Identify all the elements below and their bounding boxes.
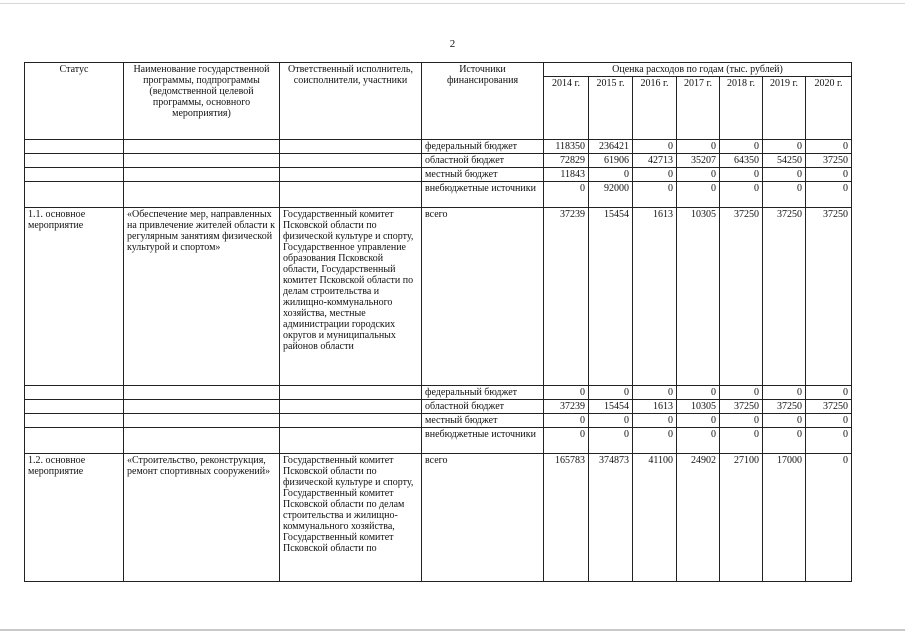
source-cell: областной бюджет [422, 400, 544, 414]
value-cell: 37250 [806, 208, 852, 386]
value-cell: 0 [763, 168, 806, 182]
value-cell: 0 [633, 386, 677, 400]
value-cell: 37250 [806, 400, 852, 414]
value-cell: 42713 [633, 154, 677, 168]
value-cell: 0 [633, 140, 677, 154]
table-row [25, 140, 852, 154]
value-cell: 0 [806, 454, 852, 582]
name-cell [124, 168, 280, 182]
status-cell [25, 140, 124, 154]
header-responsible: Ответственный исполнитель, соисполнители, участники [280, 63, 422, 140]
value-cell: 37250 [806, 154, 852, 168]
value-cell: 0 [677, 168, 720, 182]
source-cell: всего [422, 454, 544, 582]
source-cell: областной бюджет [422, 154, 544, 168]
value-cell: 0 [806, 140, 852, 154]
value-cell: 24902 [677, 454, 720, 582]
header-status: Статус [25, 63, 124, 140]
budget-table [24, 62, 852, 582]
status-cell [25, 414, 124, 428]
source-cell: внебюджетные источники [422, 182, 544, 208]
status-cell: 1.1. основное мероприятие [25, 208, 124, 386]
value-cell: 37239 [544, 208, 589, 386]
table-row [25, 154, 852, 168]
header-estimate: Оценка расходов по годам (тыс. рублей) [544, 63, 852, 77]
value-cell: 0 [589, 428, 633, 454]
source-cell: внебюджетные источники [422, 428, 544, 454]
name-cell [124, 400, 280, 414]
value-cell: 37250 [763, 208, 806, 386]
value-cell: 0 [589, 386, 633, 400]
responsible-cell: Государственный комитет Псковской области по физической культуре и спорту, Государственное управление образования Псковской области, Государственный комитет Псковской области по делам строительства и жилищно-коммунального хозяйства, местные администрации городских округов и муниципальных районов области [280, 208, 422, 386]
value-cell: 0 [677, 140, 720, 154]
value-cell: 0 [720, 182, 763, 208]
responsible-cell [280, 428, 422, 454]
value-cell: 64350 [720, 154, 763, 168]
status-cell [25, 386, 124, 400]
value-cell: 37250 [763, 400, 806, 414]
status-cell [25, 182, 124, 208]
value-cell: 0 [720, 386, 763, 400]
status-cell [25, 428, 124, 454]
responsible-cell [280, 414, 422, 428]
value-cell: 0 [806, 414, 852, 428]
value-cell: 0 [806, 428, 852, 454]
name-cell: «Строительство, реконструкция, ремонт спортивных сооружений» [124, 454, 280, 582]
table-row [25, 168, 852, 182]
header-year: 2019 г. [763, 77, 806, 140]
name-cell [124, 414, 280, 428]
value-cell: 0 [763, 140, 806, 154]
value-cell: 0 [677, 182, 720, 208]
table-row [25, 400, 852, 414]
value-cell: 15454 [589, 400, 633, 414]
header-year: 2018 г. [720, 77, 763, 140]
value-cell: 0 [720, 140, 763, 154]
value-cell: 0 [763, 414, 806, 428]
value-cell: 165783 [544, 454, 589, 582]
source-cell: федеральный бюджет [422, 140, 544, 154]
value-cell: 0 [806, 168, 852, 182]
value-cell: 15454 [589, 208, 633, 386]
value-cell: 0 [720, 414, 763, 428]
table-row [25, 454, 852, 582]
name-cell [124, 386, 280, 400]
table-row [25, 208, 852, 386]
value-cell: 37239 [544, 400, 589, 414]
responsible-cell: Государственный комитет Псковской области по физической культуре и спорту, Государственный комитет Псковской области по делам строительства и жилищно-коммунального хозяйства, Государственный комитет Псковской области по [280, 454, 422, 582]
name-cell [124, 154, 280, 168]
source-cell: местный бюджет [422, 168, 544, 182]
responsible-cell [280, 154, 422, 168]
value-cell: 374873 [589, 454, 633, 582]
value-cell: 0 [677, 428, 720, 454]
value-cell: 0 [544, 414, 589, 428]
value-cell: 0 [544, 386, 589, 400]
responsible-cell [280, 168, 422, 182]
value-cell: 10305 [677, 400, 720, 414]
value-cell: 41100 [633, 454, 677, 582]
status-cell [25, 154, 124, 168]
status-cell: 1.2. основное мероприятие [25, 454, 124, 582]
value-cell: 0 [677, 386, 720, 400]
value-cell: 1613 [633, 400, 677, 414]
responsible-cell [280, 182, 422, 208]
table-row [25, 428, 852, 454]
value-cell: 0 [720, 428, 763, 454]
value-cell: 0 [763, 386, 806, 400]
scan-edge-bottom [0, 629, 905, 631]
table-row [25, 386, 852, 400]
value-cell: 72829 [544, 154, 589, 168]
header-year: 2014 г. [544, 77, 589, 140]
value-cell: 11843 [544, 168, 589, 182]
value-cell: 17000 [763, 454, 806, 582]
value-cell: 37250 [720, 208, 763, 386]
value-cell: 0 [589, 414, 633, 428]
responsible-cell [280, 140, 422, 154]
value-cell: 35207 [677, 154, 720, 168]
value-cell: 0 [544, 182, 589, 208]
name-cell [124, 140, 280, 154]
page-number: 2 [449, 38, 456, 50]
header-sources: Источники финансирования [422, 63, 544, 140]
value-cell: 10305 [677, 208, 720, 386]
value-cell: 61906 [589, 154, 633, 168]
value-cell: 118350 [544, 140, 589, 154]
value-cell: 92000 [589, 182, 633, 208]
responsible-cell [280, 400, 422, 414]
value-cell: 0 [633, 414, 677, 428]
name-cell [124, 428, 280, 454]
value-cell: 0 [633, 182, 677, 208]
source-cell: всего [422, 208, 544, 386]
table-row [25, 414, 852, 428]
header-year: 2016 г. [633, 77, 677, 140]
value-cell: 0 [806, 386, 852, 400]
value-cell: 0 [720, 168, 763, 182]
name-cell [124, 182, 280, 208]
value-cell: 37250 [720, 400, 763, 414]
header-year: 2015 г. [589, 77, 633, 140]
status-cell [25, 400, 124, 414]
value-cell: 27100 [720, 454, 763, 582]
value-cell: 0 [763, 428, 806, 454]
value-cell: 1613 [633, 208, 677, 386]
status-cell [25, 168, 124, 182]
scan-edge-top [0, 3, 905, 4]
value-cell: 54250 [763, 154, 806, 168]
value-cell: 0 [589, 168, 633, 182]
source-cell: федеральный бюджет [422, 386, 544, 400]
header-year: 2017 г. [677, 77, 720, 140]
table-row [25, 182, 852, 208]
value-cell: 0 [633, 168, 677, 182]
name-cell: «Обеспечение мер, направленных на привлечение жителей области к регулярным занятиям физической культурой и спортом» [124, 208, 280, 386]
value-cell: 0 [806, 182, 852, 208]
header-year: 2020 г. [806, 77, 852, 140]
value-cell: 0 [544, 428, 589, 454]
value-cell: 0 [677, 414, 720, 428]
value-cell: 236421 [589, 140, 633, 154]
source-cell: местный бюджет [422, 414, 544, 428]
responsible-cell [280, 386, 422, 400]
value-cell: 0 [763, 182, 806, 208]
value-cell: 0 [633, 428, 677, 454]
header-name: Наименование государственной программы, подпрограммы (ведомственной целевой программы, основного мероприятия) [124, 63, 280, 140]
